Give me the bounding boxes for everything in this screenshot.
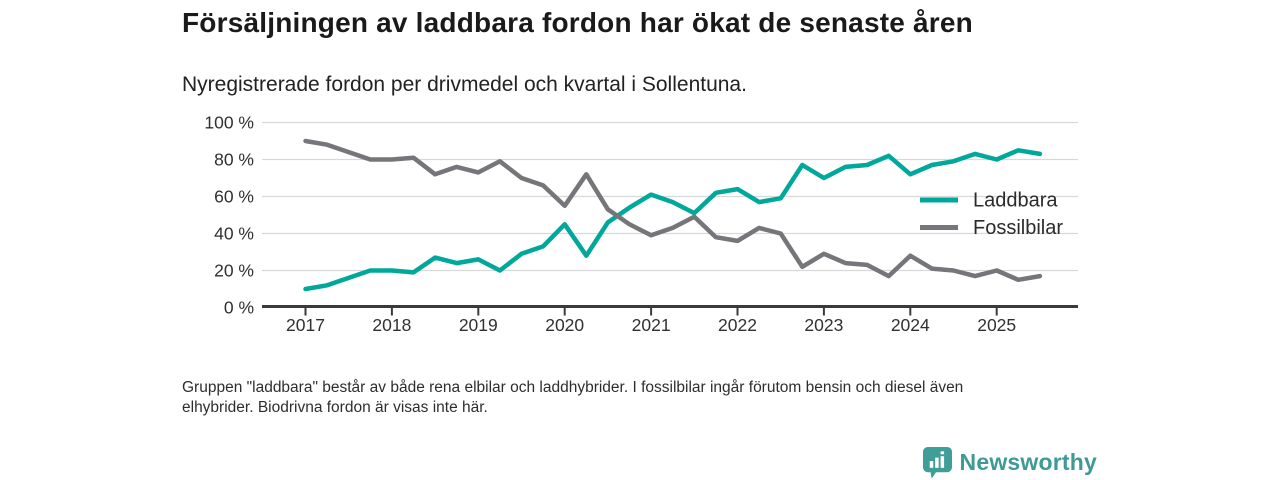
page-title: Försäljningen av laddbara fordon har ökat de senaste åren <box>182 7 973 38</box>
x-tick-label: 2024 <box>890 315 930 335</box>
legend-label-laddbara: Laddbara <box>973 189 1058 212</box>
bar-medium <box>935 458 938 468</box>
y-tick-label: 20 % <box>214 260 254 281</box>
y-tick-label: 40 % <box>214 223 254 244</box>
newsworthy-pin-icon <box>922 446 953 479</box>
y-tick-label: 60 % <box>214 186 254 207</box>
y-tick-label: 0 % <box>223 297 254 318</box>
x-tick-label: 2021 <box>631 315 671 335</box>
x-tick-label: 2023 <box>804 315 844 335</box>
bar-tall <box>940 456 943 468</box>
y-tick-label: 100 % <box>204 112 254 133</box>
newsworthy-wordmark: Newsworthy <box>959 449 1097 475</box>
bar-small <box>929 461 932 468</box>
series-line-fossilbilar <box>306 141 1040 280</box>
bar-dot <box>940 451 943 454</box>
legend-label-fossilbilar: Fossilbilar <box>973 217 1064 239</box>
newsworthy-logo <box>922 446 1097 479</box>
chart-footnote <box>182 378 1082 418</box>
x-tick-label: 2022 <box>718 315 757 335</box>
page-subtitle: Nyregistrerade fordon per drivmedel och kvartal i Sollentuna. <box>182 73 747 96</box>
footnote-line-2: elhybrider. Biodrivna fordon är visas inte här. <box>182 399 488 416</box>
x-tick-label: 2017 <box>286 315 325 335</box>
footnote-line-1: Gruppen "laddbara" består av både rena elbilar och laddhybrider. I fossilbilar ingår förutom bensin och diesel även <box>182 379 964 396</box>
y-tick-label: 80 % <box>214 149 254 170</box>
x-tick-label: 2019 <box>458 315 498 335</box>
x-tick-label: 2020 <box>545 315 585 335</box>
x-tick-label: 2018 <box>372 315 412 335</box>
x-tick-label: 2025 <box>977 315 1017 335</box>
